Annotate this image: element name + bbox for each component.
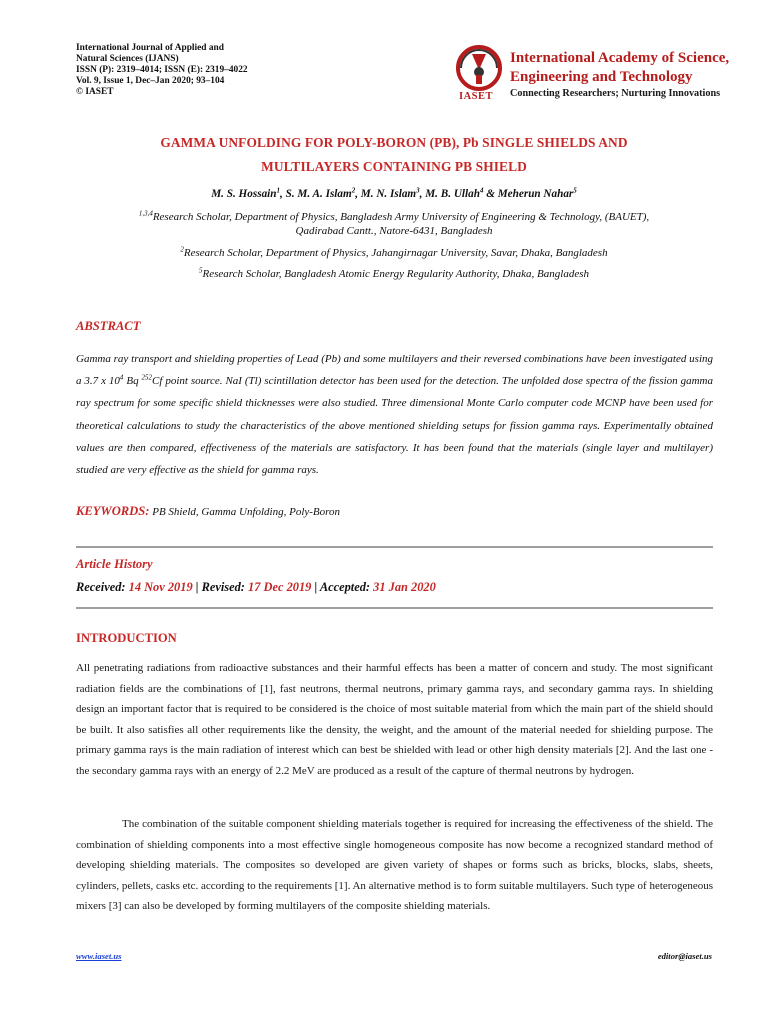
author-name: Meherun Nahar bbox=[497, 188, 574, 200]
intro-paragraph-1: All penetrating radiations from radioactive substances and their harmful effects has been a matter of concern and study. The most significant radiation fields are the combinations of [1], fast neutrons, thermal neutrons, primary gamma rays, and secondary gamma rays. In shielding design an important factor that is required to be considered is the choice of most suitable material from which the main part of the shield should be built. It also satisfies all other requirements like the density, the weight, and the amount of the material needed for shielding purpose. The primary gamma rays is the main radiation of interest which can best be shielded with lead or other high density materials [2]. And the last one - the secondary gamma rays with an energy of 2.2 MeV are produced as a result of the capture of thermal neutrons by hydrogen. bbox=[76, 662, 713, 777]
journal-issn: ISSN (P): 2319–4014; ISSN (E): 2319–4022 bbox=[76, 65, 248, 75]
author-name: S. M. A. Islam bbox=[285, 188, 352, 200]
affiliation-text: Qadirabad Cantt., Natore-6431, Bangladesh bbox=[295, 225, 493, 237]
affiliation-text: Research Scholar, Bangladesh Atomic Energy Regularity Authority, Dhaka, Bangladesh bbox=[202, 268, 589, 280]
history-sep: | bbox=[192, 580, 202, 594]
author-sup: 4 bbox=[479, 186, 484, 195]
intro-paragraph-2: The combination of the suitable component shielding materials together is required for increasing the effectiveness of the shield. The combination of shielding components into a most effective single homogeneous composite has now become a recognized standard method of developing shielding materials. The composites so developed are given variety of shapes or forms such as bricks, blocks, slabs, sheets, cylinders, pellets, casks etc. according to the requirements [1]. An alternative method is to form suitable multilayers. Such type of heterogeneous mixers [3] can also be developed by forming multilayers of the composite shielding materials. bbox=[76, 818, 713, 912]
logo-abbr: IASET bbox=[459, 91, 494, 102]
affiliation-sup: 2 bbox=[180, 245, 184, 254]
keywords-text: PB Shield, Gamma Unfolding, Poly-Boron bbox=[149, 506, 341, 518]
article-history-heading: Article History bbox=[76, 557, 153, 571]
author-name: M. S. Hossain bbox=[211, 188, 277, 200]
affiliation-text: Research Scholar, Department of Physics, Jahangirnagar University, Savar, Dhaka, Bangladesh bbox=[183, 247, 608, 259]
author-sep: , bbox=[419, 188, 426, 200]
article-history-dates bbox=[76, 580, 436, 595]
abstract-body bbox=[76, 348, 713, 481]
author-sup: 2 bbox=[351, 186, 356, 195]
iaset-emblem-icon bbox=[453, 44, 505, 94]
paper-title-line2: MULTILAYERS CONTAINING PB SHIELD bbox=[261, 159, 527, 174]
affiliation-2 bbox=[76, 246, 712, 260]
revised-date: 17 Dec 2019 bbox=[248, 580, 312, 594]
iaset-logo bbox=[453, 44, 730, 106]
author-sep: & bbox=[483, 188, 498, 200]
author-name: M. N. Islam bbox=[360, 188, 417, 200]
abstract-heading: ABSTRACT bbox=[76, 319, 141, 333]
affiliation-sup: 5 bbox=[199, 266, 203, 275]
keywords bbox=[76, 504, 340, 519]
logo-tagline: Connecting Researchers; Nurturing Innovations bbox=[510, 88, 721, 99]
footer-website-link[interactable]: www.iaset.us bbox=[76, 951, 122, 961]
author-sup: 3 bbox=[416, 186, 420, 195]
journal-name-line1: International Journal of Applied and bbox=[76, 43, 224, 53]
logo-org-line1: International Academy of Science, bbox=[510, 50, 730, 66]
footer-email: editor@iaset.us bbox=[657, 951, 712, 961]
received-date: 14 Nov 2019 bbox=[128, 580, 193, 594]
accepted-date: 31 Jan 2020 bbox=[373, 580, 436, 594]
journal-info bbox=[76, 43, 248, 98]
abstract-sup: 4 bbox=[119, 373, 124, 382]
affiliation-sup: 1,3,4 bbox=[138, 209, 153, 218]
journal-name-line2: Natural Sciences (IJANS) bbox=[76, 54, 179, 64]
author-sup: 5 bbox=[573, 186, 577, 195]
accepted-label: Accepted: bbox=[319, 580, 374, 594]
keywords-label: KEYWORDS: bbox=[76, 504, 150, 518]
author-name: M. B. Ullah bbox=[425, 188, 480, 200]
author-sep: , bbox=[280, 188, 286, 200]
author-list bbox=[76, 188, 712, 200]
affiliation-text: Research Scholar, Department of Physics, Bangladesh Army University of Engineering & Technology, (BAUET), bbox=[152, 211, 650, 223]
journal-copyright: © IASET bbox=[76, 87, 114, 97]
abstract-text: Bq bbox=[123, 375, 142, 388]
revised-label: Revised: bbox=[201, 580, 249, 594]
logo-org-line2: Engineering and Technology bbox=[510, 69, 693, 85]
affiliation-1 bbox=[76, 210, 712, 238]
history-sep: | bbox=[311, 580, 320, 594]
author-sep: , bbox=[355, 188, 361, 200]
introduction-heading: INTRODUCTION bbox=[76, 631, 177, 645]
affiliation-3 bbox=[76, 267, 712, 281]
abstract-text: Cf point source. NaI (Tl) scintillation detector has been used for the detection. The unfolded dose spectra of the fission gamma ray spectrum for some specific shield thicknesses were also studied. Three dimensional Monte Carlo computer code MCNP have been used for theoretical calculations to study the characteristics of the above mentioned shielding setups for fission gamma rays. Experimentally obtained values are then compared, effectiveness of the materials are satisfactory. It has been found that the materials (single layer and multilayer) studied are very effective as the shield for gamma rays. bbox=[76, 375, 713, 477]
abstract-text: Gamma ray transport and shielding properties of Lead (Pb) and some multilayers and their reversed combinations have been investigated using a 3.7 x 10 bbox=[76, 353, 713, 388]
received-label: Received: bbox=[76, 580, 129, 594]
journal-volume: Vol. 9, Issue 1, Dec–Jan 2020; 93–104 bbox=[76, 76, 225, 86]
divider bbox=[76, 546, 713, 548]
paper-title-line1: GAMMA UNFOLDING FOR POLY-BORON (PB), Pb SINGLE SHIELDS AND bbox=[160, 135, 628, 150]
author-sup: 1 bbox=[276, 186, 280, 195]
abstract-sup: 252 bbox=[141, 373, 152, 382]
divider bbox=[76, 607, 713, 609]
